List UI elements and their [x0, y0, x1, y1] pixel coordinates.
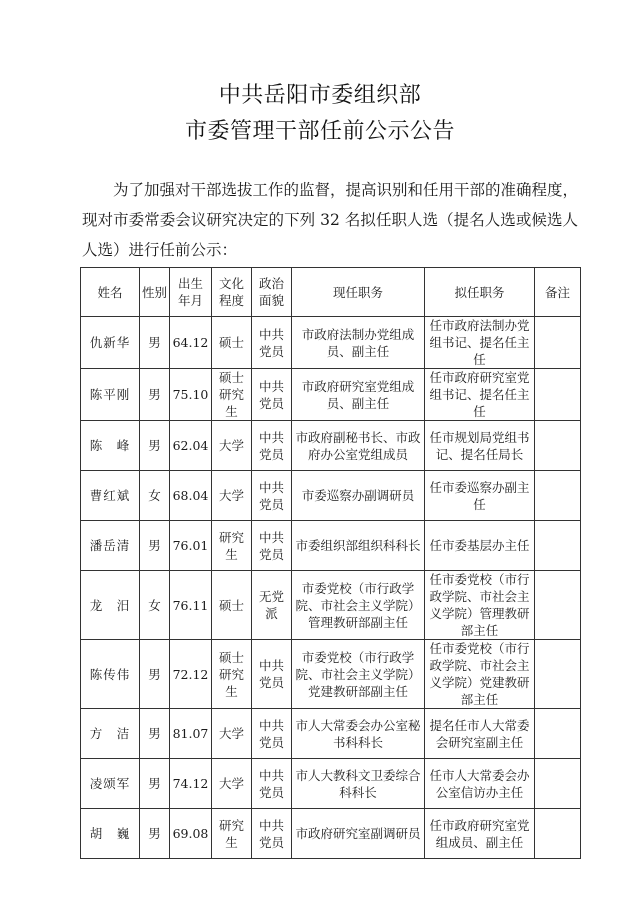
intro-paragraph — [82, 175, 578, 265]
cell-birth: 72.12 — [170, 640, 212, 709]
cell-note — [535, 471, 581, 521]
table-row — [81, 369, 581, 421]
cell-name: 曹红斌 — [81, 471, 140, 521]
table-row — [81, 759, 581, 809]
cell-name: 潘岳清 — [81, 521, 140, 571]
cell-current-post: 市政府法制办党组成员、副主任 — [292, 317, 425, 369]
cell-proposed-post: 任市人大常委会办公室信访办主任 — [425, 759, 535, 809]
cell-current-post: 市政府研究室党组成员、副主任 — [292, 369, 425, 421]
cell-gender: 男 — [140, 809, 170, 859]
cell-note — [535, 521, 581, 571]
cell-birth: 68.04 — [170, 471, 212, 521]
cell-note — [535, 709, 581, 759]
cell-education: 硕士研究生 — [212, 640, 252, 709]
document-subtitle: 市委管理干部任前公示公告 — [184, 119, 455, 144]
table-row — [81, 571, 581, 640]
cell-current-post: 市委党校（市行政学院、市社会主义学院）党建教研部副主任 — [292, 640, 425, 709]
cell-name: 仇新华 — [81, 317, 140, 369]
cell-education: 研究生 — [212, 521, 252, 571]
cell-party: 中共党员 — [252, 640, 292, 709]
cell-party: 中共党员 — [252, 369, 292, 421]
cell-party: 无党派 — [252, 571, 292, 640]
cell-party: 中共党员 — [252, 521, 292, 571]
table-row — [81, 317, 581, 369]
cell-proposed-post: 任市政府法制办党组书记、提名任主任 — [425, 317, 535, 369]
cell-education: 大学 — [212, 759, 252, 809]
cell-proposed-post: 任市委巡察办副主任 — [425, 471, 535, 521]
cell-proposed-post: 任市委党校（市行政学院、市社会主义学院）党建教研部主任 — [425, 640, 535, 709]
cell-education: 大学 — [212, 709, 252, 759]
cell-proposed-post: 任市政府研究室党组书记、提名任主任 — [425, 369, 535, 421]
cell-birth: 76.11 — [170, 571, 212, 640]
cell-note — [535, 369, 581, 421]
cell-gender: 男 — [140, 521, 170, 571]
header-birth: 出生年月 — [170, 268, 212, 317]
cell-birth: 64.12 — [170, 317, 212, 369]
cell-gender: 男 — [140, 317, 170, 369]
cell-birth: 62.04 — [170, 421, 212, 471]
header-name: 姓名 — [81, 268, 140, 317]
intro-text: 为了加强对干部选拔工作的监督，提高识别和任用干部的准确程度，现对市委常委会议研究决定的下列 32 名拟任职人选（提名人选或候选人人选）进行任前公示： — [82, 181, 579, 259]
cell-current-post: 市委组织部组织科科长 — [292, 521, 425, 571]
cell-current-post: 市人大教科文卫委综合科科长 — [292, 759, 425, 809]
cell-name: 陈平刚 — [81, 369, 140, 421]
header-current-post: 现任职务 — [292, 268, 425, 317]
cell-birth: 75.10 — [170, 369, 212, 421]
cell-proposed-post: 任市委基层办主任 — [425, 521, 535, 571]
cell-note — [535, 421, 581, 471]
table-row — [81, 471, 581, 521]
cell-name: 凌颂军 — [81, 759, 140, 809]
cell-gender: 女 — [140, 471, 170, 521]
cell-gender: 男 — [140, 640, 170, 709]
cell-current-post: 市委巡察办副调研员 — [292, 471, 425, 521]
cell-education: 硕士研究生 — [212, 369, 252, 421]
header-note: 备注 — [535, 268, 581, 317]
table-body — [81, 317, 581, 859]
cell-party: 中共党员 — [252, 709, 292, 759]
cell-current-post: 市委党校（市行政学院、市社会主义学院）管理教研部副主任 — [292, 571, 425, 640]
cell-gender: 女 — [140, 571, 170, 640]
cell-name: 方 洁 — [81, 709, 140, 759]
cell-education: 大学 — [212, 471, 252, 521]
cell-note — [535, 317, 581, 369]
cell-proposed-post: 任市规划局党组书记、提名任局长 — [425, 421, 535, 471]
table-row — [81, 809, 581, 859]
cell-party: 中共党员 — [252, 317, 292, 369]
cell-gender: 男 — [140, 369, 170, 421]
document-title: 中共岳阳市委组织部 — [218, 83, 422, 108]
table-row — [81, 421, 581, 471]
cell-gender: 男 — [140, 709, 170, 759]
cell-name: 龙 汨 — [81, 571, 140, 640]
cell-note — [535, 809, 581, 859]
table-row — [81, 709, 581, 759]
cell-current-post: 市政府研究室副调研员 — [292, 809, 425, 859]
cell-note — [535, 759, 581, 809]
cell-education: 硕士 — [212, 317, 252, 369]
cell-party: 中共党员 — [252, 471, 292, 521]
cell-education: 大学 — [212, 421, 252, 471]
cell-name: 胡 巍 — [81, 809, 140, 859]
header-party: 政治面貌 — [252, 268, 292, 317]
cell-name: 陈 峰 — [81, 421, 140, 471]
cell-birth: 69.08 — [170, 809, 212, 859]
cell-note — [535, 640, 581, 709]
cell-proposed-post: 提名任市人大常委会研究室副主任 — [425, 709, 535, 759]
cell-proposed-post: 任市政府研究室党组成员、副主任 — [425, 809, 535, 859]
table-row — [81, 640, 581, 709]
cell-birth: 76.01 — [170, 521, 212, 571]
header-education: 文化程度 — [212, 268, 252, 317]
cell-gender: 男 — [140, 421, 170, 471]
cell-current-post: 市人大常委会办公室秘书科科长 — [292, 709, 425, 759]
cell-education: 硕士 — [212, 571, 252, 640]
cell-party: 中共党员 — [252, 759, 292, 809]
cell-note — [535, 571, 581, 640]
candidate-table — [80, 267, 581, 859]
cell-party: 中共党员 — [252, 421, 292, 471]
cell-birth: 74.12 — [170, 759, 212, 809]
cell-education: 研究生 — [212, 809, 252, 859]
table-row — [81, 521, 581, 571]
cell-gender: 男 — [140, 759, 170, 809]
cell-current-post: 市政府副秘书长、市政府办公室党组成员 — [292, 421, 425, 471]
table-header-row — [81, 268, 581, 317]
header-proposed-post: 拟任职务 — [425, 268, 535, 317]
cell-party: 中共党员 — [252, 809, 292, 859]
cell-proposed-post: 任市委党校（市行政学院、市社会主义学院）管理教研部主任 — [425, 571, 535, 640]
cell-birth: 81.07 — [170, 709, 212, 759]
header-gender: 性别 — [140, 268, 170, 317]
cell-name: 陈传伟 — [81, 640, 140, 709]
